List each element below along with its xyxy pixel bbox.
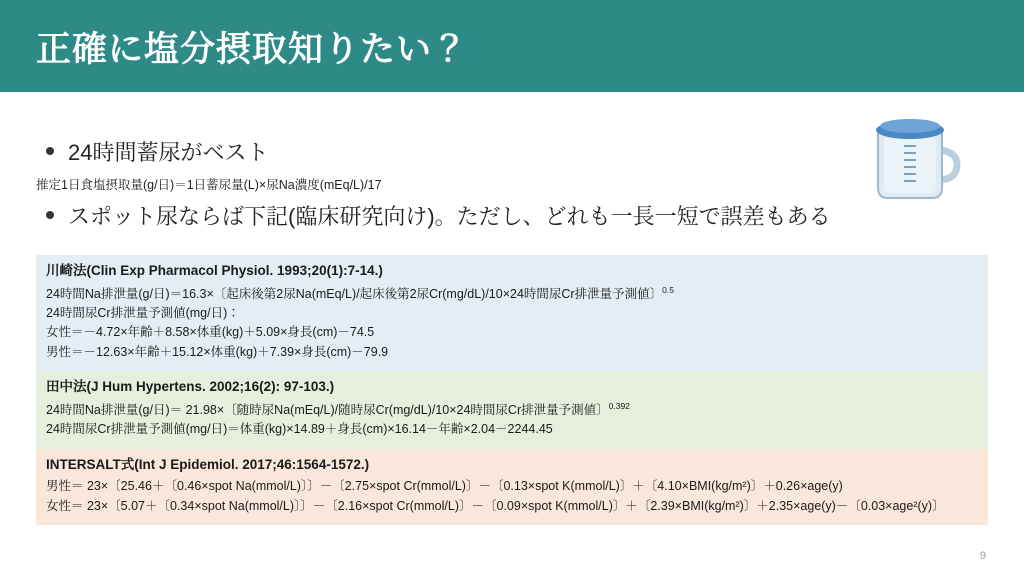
bullet-dot-icon bbox=[46, 211, 54, 219]
bullet-item-1-label: 24時間蓄尿がベスト bbox=[68, 140, 269, 165]
bullet-item-1 bbox=[46, 140, 268, 166]
slide-header-band bbox=[0, 0, 1024, 92]
formula-line: 男性＝－12.63×年齢＋15.12×体重(kg)＋7.39×身長(cm)－79.9 bbox=[46, 344, 389, 359]
bullet-item-1-note: 推定1日食塩摂取量(g/日)＝1日蓄尿量(L)×尿Na濃度(mEq/L)/17 bbox=[36, 178, 382, 192]
bullet-dot-icon bbox=[46, 147, 54, 155]
formula-line: 男性＝ 23×〔25.46＋〔0.46×spot Na(mmol/L)〕〕－〔2.75×spot Cr(mmol/L)〕－〔0.13×spot K(mmol/L)〕＋〔4.10×BMI(kg/m²)〕＋0.26×age(y) bbox=[46, 479, 843, 494]
formula-exponent: 0.392 bbox=[608, 400, 630, 411]
formula-line: 女性＝ 23×〔5.07＋〔0.34×spot Na(mmol/L)〕〕－〔2.16×spot Cr(mmol/L)〕－〔0.09×spot K(mmol/L)〕＋〔2.39×BMI(kg/m²)〕＋2.35×age(y)－〔0.03×age²(y)〕 bbox=[46, 498, 945, 513]
formula-line: 24時間尿Cr排泄量予測値(mg/日)＝体重(kg)×14.89＋身長(cm)×16.14－年齢×2.04－2244.45 bbox=[46, 422, 553, 437]
page-number: 9 bbox=[979, 550, 986, 562]
formula-block-kawasaki-heading: 川崎法(Clin Exp Pharmacol Physiol. 1993;20(1):7-14.) bbox=[46, 263, 383, 278]
bullet-item-2 bbox=[46, 204, 831, 230]
formula-block-tanaka bbox=[36, 371, 988, 448]
formula-block-intersalt bbox=[36, 449, 988, 525]
page-title: 正確に塩分摂取知りたい？ bbox=[36, 30, 469, 69]
urine-collection-jug-image bbox=[854, 102, 964, 207]
bullet-item-2-label: スポット尿ならば下記(臨床研究向け)。ただし、どれも一長一短で誤差もある bbox=[68, 204, 831, 229]
formula-line: 24時間尿Cr排泄量予測値(mg/日)： bbox=[46, 306, 240, 321]
formula-exponent: 0.5 bbox=[662, 284, 674, 295]
formula-line bbox=[46, 400, 978, 421]
formula-line: 女性＝－4.72×年齢＋8.58×体重(kg)＋5.09×身長(cm)－74.5 bbox=[46, 325, 375, 340]
formula-table bbox=[36, 255, 988, 525]
formula-block-intersalt-heading: INTERSALT式(Int J Epidemiol. 2017;46:1564-1572.) bbox=[46, 456, 370, 472]
formula-line-text: 24時間Na排泄量(g/日)＝16.3×〔起床後第2尿Na(mEq/L)/起床後第2尿Cr(mg/dL)/10×24時間尿Cr排泄量予測値〕 bbox=[46, 286, 663, 301]
formula-block-kawasaki bbox=[36, 255, 988, 371]
formula-block-tanaka-heading: 田中法(J Hum Hypertens. 2002;16(2): 97-103.) bbox=[46, 379, 335, 395]
formula-line bbox=[46, 284, 978, 305]
formula-line-text: 24時間Na排泄量(g/日)＝ 21.98×〔随時尿Na(mEq/L)/随時尿Cr(mg/dL)/10×24時間尿Cr排泄量予測値〕 bbox=[46, 402, 609, 417]
slide-body bbox=[0, 92, 1024, 576]
